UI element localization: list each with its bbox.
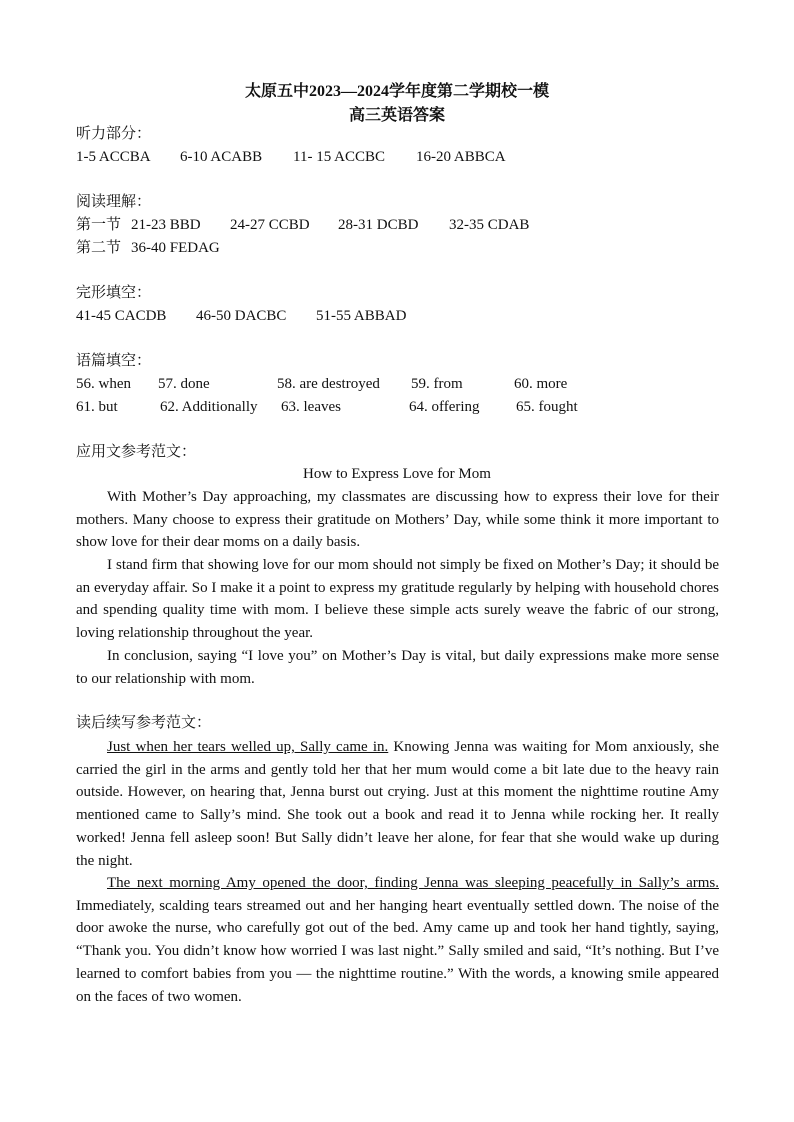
cloze-answer: 41-45 CACDB	[76, 308, 167, 324]
reading-section2-label: 第二节	[76, 240, 122, 256]
listening-answer: 6-10 ACABB	[180, 149, 263, 165]
cloze-answer: 51-55 ABBAD	[316, 308, 407, 324]
listening-answer: 1-5 ACCBA	[76, 149, 151, 165]
grammar-answer: 61. but	[76, 399, 118, 415]
essay-title: How to Express Love for Mom	[303, 466, 491, 482]
continuation-lead-sentence: Just when her tears welled up, Sally came in.	[107, 739, 389, 755]
grammar-answer: 64. offering	[409, 399, 480, 415]
listening-answer: 11- 15 ACCBC	[293, 149, 385, 165]
grammar-answer: 59. from	[411, 376, 463, 392]
grammar-answer: 57. done	[158, 376, 210, 392]
grammar-answer: 58. are destroyed	[277, 376, 380, 392]
listening-answer: 16-20 ABBCA	[416, 149, 506, 165]
reading-heading: 阅读理解：	[76, 194, 152, 210]
reading-answer: 36-40 FEDAG	[131, 240, 220, 256]
essay-paragraph: In conclusion, saying “I love you” on Mother’s Day is vital, but daily expressions make more sense to our relationship with mom.	[76, 648, 719, 687]
essay-paragraph: With Mother’s Day approaching, my classmates are discussing how to express their love for their mothers. Many choose to express their gratitude on Mothers’ Day, while some think it more important to show love for their dear moms on a daily basis.	[76, 489, 719, 551]
continuation-paragraph	[76, 872, 719, 1008]
grammar-answer: 63. leaves	[281, 399, 341, 415]
continuation-lead-sentence: The next morning Amy opened the door, finding Jenna was sleeping peacefully in Sally’s arms.	[107, 875, 719, 891]
continuation-heading: 读后续写参考范文：	[76, 715, 212, 731]
grammar-answer: 56. when	[76, 376, 131, 392]
reading-answer: 32-35 CDAB	[449, 217, 530, 233]
reading-answer: 24-27 CCBD	[230, 217, 310, 233]
page-title: 太原五中2023—2024学年度第二学期校一模	[244, 83, 549, 100]
cloze-answer: 46-50 DACBC	[196, 308, 287, 324]
continuation-body: Knowing Jenna was waiting for Mom anxiously, she carried the girl in the arms and gently told her that her mum would come a bit late due to the heavy rain outside. However, on hearing that, Jenna burst out crying. Just at this moment the nighttime routine Amy mentioned came to Sally’s mind. She took out a book and read it to Jenna while rocking her. It really worked! Jenna fell asleep soon! But Sally didn’t leave her alone, for fear that she would wake up during the night.	[76, 739, 719, 869]
grammar-answer: 65. fought	[516, 399, 578, 415]
grammar-answer: 60. more	[514, 376, 568, 392]
writing-heading: 应用文参考范文：	[76, 444, 197, 460]
reading-answer: 21-23 BBD	[131, 217, 201, 233]
continuation-paragraph	[76, 736, 719, 872]
grammar-heading: 语篇填空：	[76, 353, 152, 369]
listening-heading: 听力部分：	[76, 126, 152, 142]
cloze-heading: 完形填空：	[76, 285, 152, 301]
reading-section1-label: 第一节	[76, 217, 122, 233]
essay-paragraph: I stand firm that showing love for our mom should not simply be fixed on Mother’s Day; it should be an everyday affair. So I make it a point to express my gratitude regularly by helping with household chores and spending quality time with mom. I believe these simple acts surely weave the fabric of our strong, loving relationship throughout the year.	[76, 557, 719, 642]
continuation-body: Immediately, scalding tears streamed out and her hanging heart eventually settled down. The noise of the door awoke the nurse, who carefully got out of the bed. Amy came up and took her hand tightly, saying, “Thank you. You didn’t know how worried I was last night.” Sally smiled and said, “It’s nothing. But I’ve learned to comfort babies from you — the nighttime routine.” With the words, a knowing smile appeared on the faces of two women.	[76, 897, 719, 1005]
reading-answer: 28-31 DCBD	[338, 217, 419, 233]
page-subtitle: 高三英语答案	[348, 107, 445, 124]
grammar-answer: 62. Additionally	[160, 399, 258, 415]
